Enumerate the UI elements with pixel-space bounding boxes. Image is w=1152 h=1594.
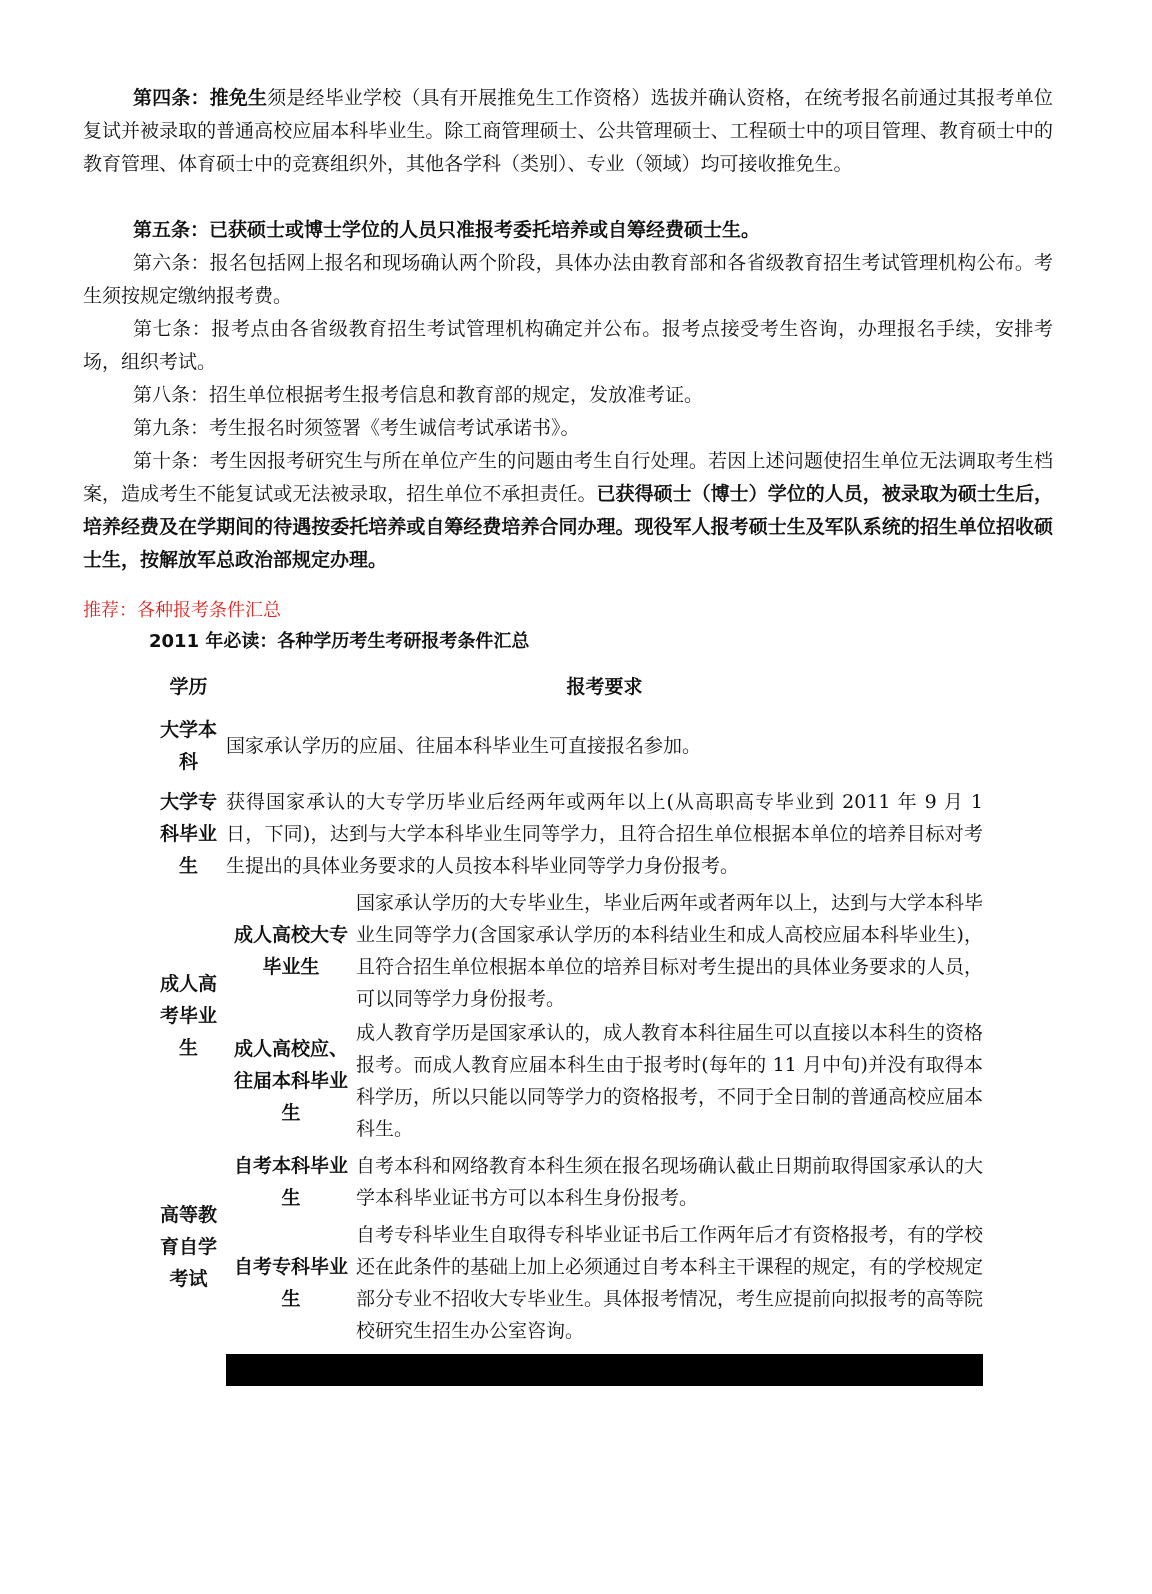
article-10-bold: 已获得硕士（博士）学位的人员，被录取为硕士生后，培养经费及在学期间的待遇按委托培养或自筹经费培养合同办理。现役军人报考硕士生及军队系统的招生单位招收硕士生，按解放军总政治部规定办理。 — [83, 483, 1053, 571]
article-4-text: 须是经毕业学校（具有开展推免生工作资格）选拔并确认资格，在统考报名前通过其报考单位复试并被录取的普通高校应届本科毕业生。除工商管理硕士、公共管理硕士、工程硕士中的项目管理、教育硕士中的教育管理、体育硕士中的竞赛组织外，其他各学科（类别）、专业（领域）均可接收推免生。 — [83, 87, 1053, 175]
table-row — [151, 710, 983, 782]
header-education: 学历 — [169, 676, 208, 698]
article-10-text: 第十条：考生因报考研究生与所在单位产生的问题由考生自行处理。若因上述问题使招生单位无法调取考生档案，造成考生不能复试或无法被录取，招生单位不承担责任。 — [83, 450, 1053, 505]
table-title: 2011 年必读：各种学历考生考研报考条件汇总 — [149, 631, 530, 652]
table-row — [151, 1146, 983, 1218]
text-junior: 获得国家承认的大专学历毕业后经两年或两年以上(从高职高专毕业到 2011 年 9 月 1 日，下同)，达到与大学本科毕业生同等学力，且符合招生单位根据本单位的培养目标对考生提出的具体业务要求的人员按本科毕业同等学力身份报考。 — [226, 791, 983, 877]
table-header-row — [151, 664, 983, 710]
table-row — [151, 1016, 983, 1146]
table-row — [151, 782, 983, 886]
redaction-bar — [226, 1354, 983, 1386]
text-self-bachelor: 自考本科和网络教育本科生须在报名现场确认截止日期前取得国家承认的大学本科毕业证书方可以本科生身份报考。 — [356, 1155, 984, 1209]
recommend-link[interactable]: 推荐：各种报考条件汇总 — [83, 600, 281, 621]
text-undergrad: 国家承认学历的应届、往届本科毕业生可直接报名参加。 — [226, 735, 702, 757]
cat-undergrad: 大学本科 — [159, 719, 217, 773]
article-9: 第九条：考生报名时须签署《考生诚信考试承诺书》。 — [133, 417, 580, 439]
sub-self-bachelor: 自考本科毕业生 — [233, 1155, 348, 1209]
cat-junior: 大学专科毕业生 — [159, 791, 217, 877]
table-row — [151, 1218, 983, 1348]
sub-adult-bachelor: 成人高校应、往届本科毕业生 — [233, 1038, 348, 1124]
requirements-table — [151, 664, 983, 1348]
article-4 — [83, 82, 1053, 181]
text-adult-junior: 国家承认学历的大专毕业生，毕业后两年或者两年以上，达到与大学本科毕业生同等学力(含国家承认学历的本科结业生和成人高校应届本科毕业生)，且符合招生单位根据本单位的培养目标对考生提出的具体业务要求的人员，可以同等学力身份报考。 — [356, 892, 984, 1010]
article-8: 第八条：招生单位根据考生报考信息和教育部的规定，发放准考证。 — [133, 384, 704, 406]
header-requirement: 报考要求 — [566, 676, 643, 698]
article-4-term: 推免生 — [209, 87, 268, 109]
article-7: 第七条：报考点由各省级教育招生考试管理机构确定并公布。报考点接受考生咨询，办理报名手续，安排考场，组织考试。 — [83, 318, 1053, 373]
table-row — [151, 886, 983, 1016]
article-4-label: 第四条： — [133, 87, 210, 109]
sub-self-junior: 自考专科毕业生 — [233, 1256, 348, 1310]
article-6: 第六条：报名包括网上报名和现场确认两个阶段，具体办法由教育部和各省级教育招生考试管理机构公布。考生须按规定缴纳报考费。 — [83, 252, 1053, 307]
cat-adult: 成人高考毕业生 — [159, 973, 217, 1059]
text-adult-bachelor: 成人教育学历是国家承认的，成人教育本科往届生可以直接以本科生的资格报考。而成人教育应届本科生由于报考时(每年的 11 月中旬)并没有取得本科学历，所以只能以同等学力的资格报考，不同于全日制的普通高校应届本科生。 — [356, 1022, 984, 1140]
article-5: 第五条：已获硕士或博士学位的人员只准报考委托培养或自筹经费硕士生。 — [133, 219, 761, 241]
text-self-junior: 自考专科毕业生自取得专科毕业证书后工作两年后才有资格报考，有的学校还在此条件的基础上加上必须通过自考本科主干课程的规定，有的学校规定部分专业不招收大专毕业生。具体报考情况，考生应提前向拟报考的高等院校研究生招生办公室咨询。 — [356, 1224, 984, 1342]
cat-self: 高等教育自学考试 — [159, 1204, 217, 1290]
sub-adult-junior: 成人高校大专毕业生 — [233, 924, 348, 978]
article-10 — [83, 445, 1053, 577]
